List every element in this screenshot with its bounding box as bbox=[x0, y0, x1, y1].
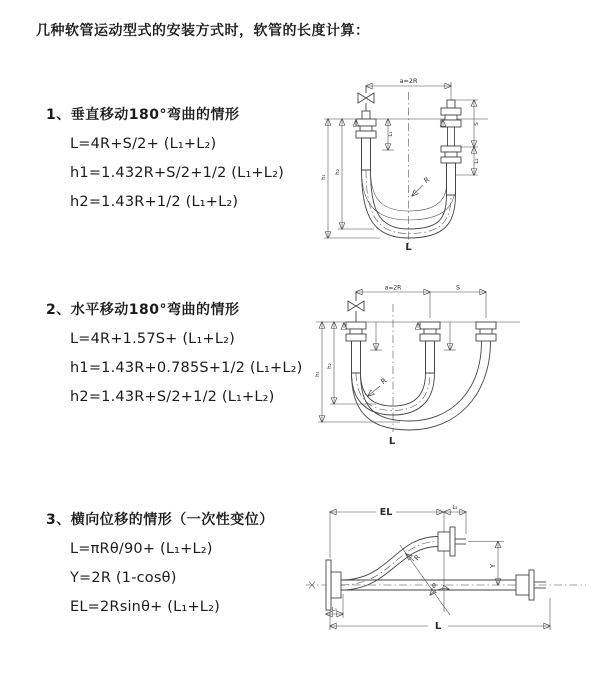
dim-y-label: Y bbox=[489, 563, 497, 569]
dim-h1-label: h₁ bbox=[321, 174, 327, 180]
left-flange bbox=[326, 560, 341, 610]
section-2-heading: 2、水平移动180°弯曲的情形 bbox=[46, 302, 240, 318]
radius-leader bbox=[368, 386, 380, 396]
dim-s-label: S bbox=[456, 284, 460, 292]
section-horizontal-180 bbox=[46, 299, 303, 418]
section-vertical-180 bbox=[46, 104, 284, 223]
valve-icon bbox=[358, 86, 374, 111]
dim-s-label: S bbox=[474, 122, 480, 126]
dim-s bbox=[430, 292, 486, 318]
formula-h2: h2=1.43R+S/2+1/2 (L₁+L₂) bbox=[70, 389, 275, 405]
section-lateral-displacement bbox=[46, 509, 274, 628]
dim-l1-label: L₁ bbox=[331, 607, 338, 613]
dim-l2-label: L₂ bbox=[452, 505, 458, 511]
left-pipe-fitting bbox=[346, 322, 366, 373]
formula-el: EL=2Rsinθ+ (L₁+L₂) bbox=[70, 599, 220, 615]
s-curve-hose bbox=[341, 527, 466, 590]
dim-a-2r-label: a=2R bbox=[384, 284, 402, 292]
formula-y: Y=2R (1-cosθ) bbox=[70, 570, 177, 586]
angle-construction bbox=[400, 512, 450, 615]
dim-y bbox=[468, 542, 504, 586]
diagram-horizontal-180-bend bbox=[310, 282, 598, 454]
right-pipe-fitting bbox=[476, 322, 496, 341]
dim-h2-label: h₂ bbox=[335, 169, 341, 175]
page-title: 几种软管运动型式的安装方式时，软管的长度计算： bbox=[36, 23, 370, 39]
middle-pipe-fitting bbox=[420, 322, 440, 373]
dim-l1-label: L₁ bbox=[388, 131, 394, 137]
formula-length: L=4R+1.57S+ (L₁+L₂) bbox=[70, 331, 235, 347]
length-label: L bbox=[434, 621, 442, 632]
formula-length: L=πRθ/90+ (L₁+L₂) bbox=[70, 541, 213, 557]
dim-h2-label: h₂ bbox=[327, 363, 333, 369]
formula-h1: h1=1.432R+S/2+1/2 (L₁+L₂) bbox=[70, 165, 284, 181]
valve-icon bbox=[348, 292, 364, 322]
dim-h1-label: h₁ bbox=[315, 371, 321, 377]
radius-label: R bbox=[422, 175, 432, 186]
formula-h2: h2=1.43R+1/2 (L₁+L₂) bbox=[70, 194, 239, 210]
radius-label: R bbox=[379, 376, 389, 387]
section-3-heading: 3、横向位移的情形（一次性变位） bbox=[46, 512, 274, 528]
formula-h1: h1=1.43R+0.785S+1/2 (L₁+L₂) bbox=[70, 360, 303, 376]
dim-el bbox=[330, 512, 443, 558]
angle-label: θ bbox=[432, 583, 436, 590]
left-pipe-fitting bbox=[356, 111, 376, 170]
formula-length: L=4R+S/2+ (L₁+L₂) bbox=[70, 136, 217, 152]
section-1-heading: 1、垂直移动180°弯曲的情形 bbox=[46, 107, 240, 123]
dim-a-2r-label: a=2R bbox=[399, 77, 418, 85]
length-label: L bbox=[388, 436, 396, 447]
radius-label: R bbox=[412, 553, 423, 563]
radius-leader bbox=[412, 185, 423, 196]
dim-el-label: EL bbox=[379, 507, 393, 518]
diagram-lateral-displacement bbox=[298, 498, 600, 646]
hose-u-bends bbox=[352, 341, 491, 430]
right-pipe-fitting bbox=[441, 100, 461, 195]
dim-l2-label: L₂ bbox=[474, 158, 480, 164]
diagram-vertical-180-bend bbox=[316, 72, 552, 258]
length-label: L bbox=[405, 242, 412, 253]
